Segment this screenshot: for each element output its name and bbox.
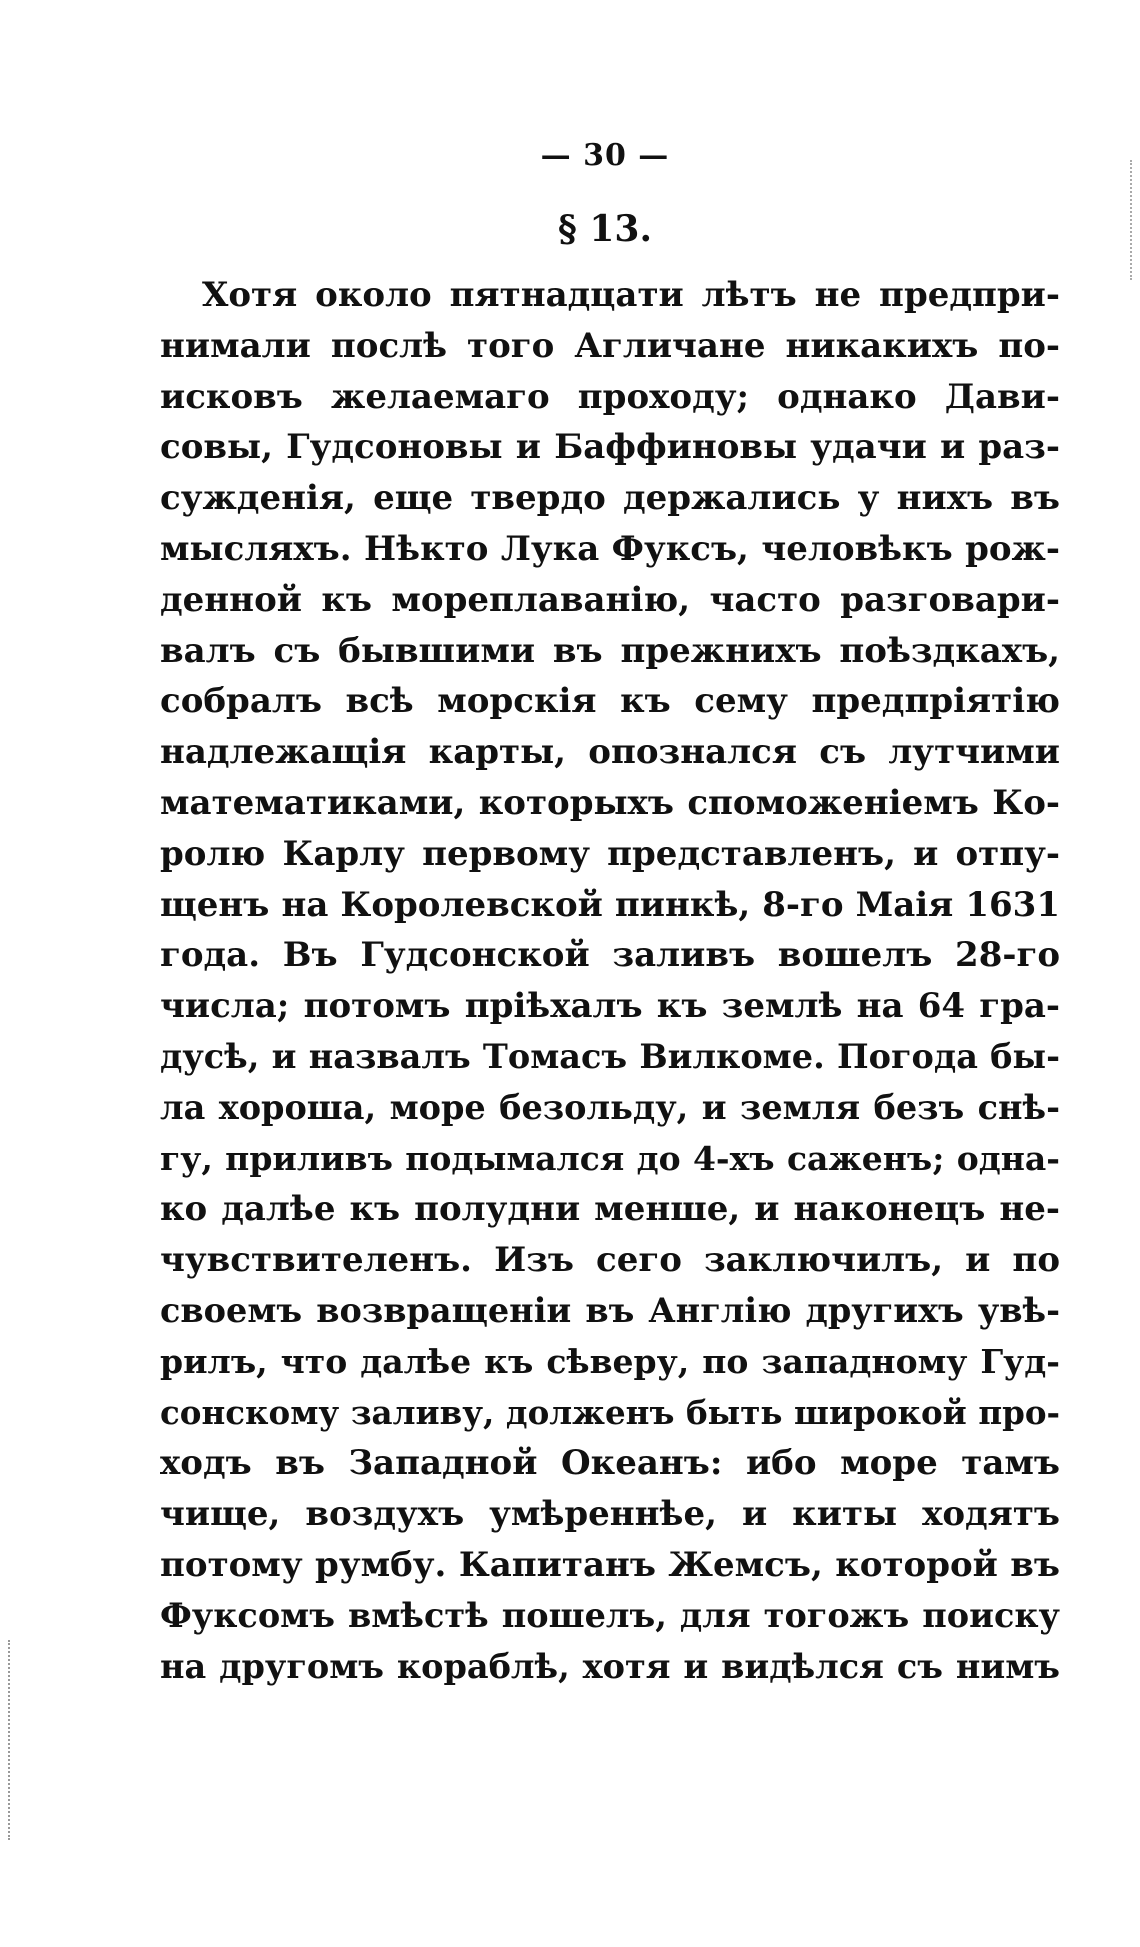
text-line: совы, Гудсоновы и Баффиновы удачи и раз- — [160, 427, 1060, 468]
text-line: дусѣ, и назвалъ Томасъ Вилкоме. Погода бы- — [160, 1036, 1060, 1076]
text-line: Хотя около пятнадцати лѣтъ не предпри- — [202, 275, 1060, 315]
text-line: денной къ мореплаванію, часто разговари- — [160, 579, 1060, 620]
text-line: собралъ всѣ морскія къ сему предпріятію — [160, 681, 1060, 722]
text-line: ла хороша, море безольду, и земля безъ снѣ- — [160, 1087, 1060, 1127]
text-line: исковъ желаемаго проходу; однако Дави- — [160, 376, 1060, 417]
section-heading: § 13. — [558, 208, 652, 250]
scan-margin-marks — [8, 1640, 14, 1840]
text-line: ходъ въ Западной Океанъ: ибо море тамъ — [160, 1443, 1060, 1484]
text-line: ролю Карлу первому представленъ, и отпу- — [160, 833, 1060, 874]
text-line: надлежащія карты, опознался съ лутчими — [160, 732, 1060, 773]
text-line: потому румбу. Капитанъ Жемсъ, которой въ — [160, 1544, 1060, 1585]
text-line: мысляхъ. Нѣкто Лука Фуксъ, человѣкъ рож- — [160, 528, 1060, 569]
text-line: нимали послѣ того Агличане никакихъ по- — [160, 325, 1060, 366]
text-line: рилъ, что далѣе къ сѣверу, по западному Гуд- — [160, 1341, 1060, 1381]
text-line: чувствителенъ. Изъ сего заключилъ, и по — [160, 1240, 1060, 1281]
text-line: гу, приливъ подымался до 4-хъ саженъ; одна- — [160, 1138, 1060, 1178]
text-line: валъ съ бывшими въ прежнихъ поѣздкахъ, — [160, 630, 1060, 671]
text-line: щенъ на Королевской пинкѣ, 8-го Маія 1631 — [160, 884, 1060, 925]
text-line: сонскому заливу, долженъ быть широкой про- — [160, 1392, 1060, 1432]
text-line: своемъ возвращеніи въ Англію другихъ увѣ- — [160, 1290, 1060, 1330]
text-line: числа; потомъ пріѣхалъ къ землѣ на 64 гра- — [160, 986, 1060, 1027]
text-line: сужденія, еще твердо держались у нихъ въ — [160, 478, 1060, 519]
text-line: ко далѣе къ полудни менше, и наконецъ не- — [160, 1189, 1060, 1230]
text-line: математиками, которыхъ споможеніемъ Ко- — [160, 782, 1060, 823]
text-line: на другомъ кораблѣ, хотя и видѣлся съ нимъ — [160, 1646, 1060, 1686]
text-line: чище, воздухъ умѣреннѣе, и киты ходятъ — [160, 1494, 1060, 1535]
text-line: года. Въ Гудсонской заливъ вошелъ 28-го — [160, 935, 1060, 976]
text-line: Фуксомъ вмѣстѣ пошелъ, для тогожъ поиску — [160, 1595, 1060, 1635]
page-number: — 30 — — [540, 138, 670, 173]
body-text — [160, 270, 1060, 1692]
